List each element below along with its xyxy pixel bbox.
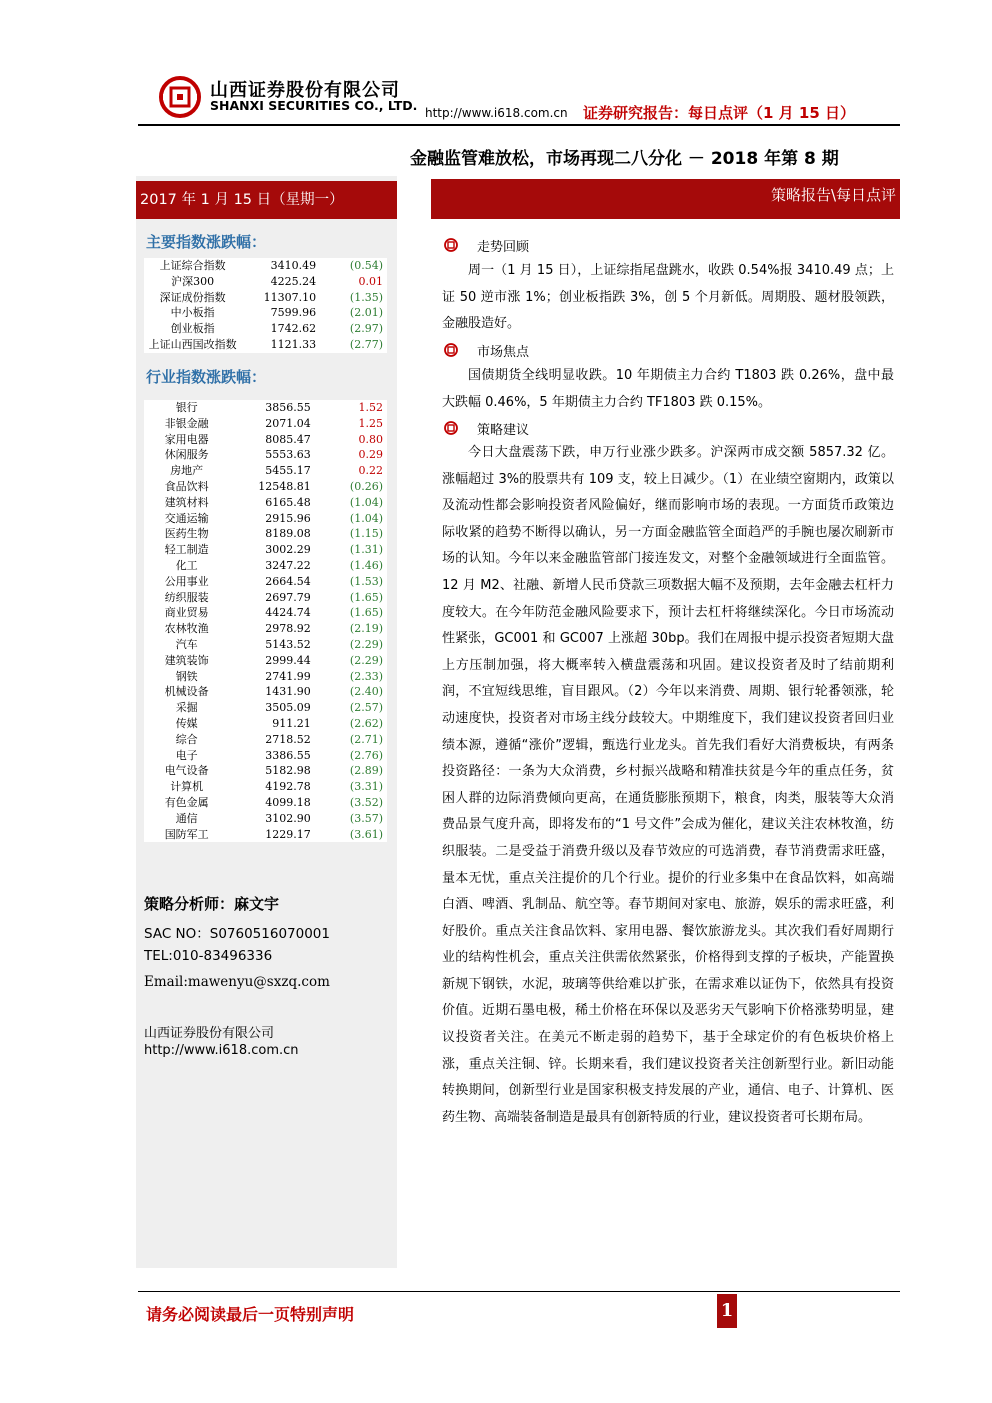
- index-name: 农林牧渔: [164, 622, 209, 636]
- index-name: 深证成份指数: [159, 290, 226, 304]
- index-change: (2.71): [349, 732, 383, 746]
- table-row: [144, 637, 387, 653]
- index-name: 银行: [175, 401, 198, 414]
- index-value: 1229.17: [265, 827, 311, 841]
- index-change: (1.04): [349, 511, 383, 525]
- report-tag-bar: [431, 179, 900, 219]
- index-change: (0.26): [349, 479, 383, 493]
- table-row: [144, 669, 387, 685]
- index-value: 3505.09: [265, 701, 311, 715]
- index-name: 上证山西国改指数: [148, 337, 237, 351]
- index-change: (1.53): [349, 574, 383, 588]
- index-name: 计算机: [170, 780, 204, 794]
- table-row: [144, 511, 387, 527]
- section-title-trend-review: 走势回顾: [477, 240, 530, 255]
- index-change: (2.29): [349, 653, 383, 667]
- section-title-strategy: 策略建议: [477, 423, 530, 438]
- index-change: 1.25: [358, 416, 383, 430]
- table-row: [144, 447, 387, 463]
- index-name: 通信: [175, 811, 198, 825]
- index-change: (3.31): [349, 780, 383, 794]
- industry-indices-heading: 行业指数涨跌幅：: [146, 368, 267, 386]
- index-name: 创业板指: [170, 322, 215, 336]
- index-change: (1.65): [349, 606, 383, 620]
- index-value: 4099.18: [265, 795, 311, 809]
- index-value: 2718.52: [265, 732, 311, 746]
- index-name: 医药生物: [164, 527, 209, 541]
- index-change: (2.29): [349, 637, 383, 651]
- index-value: 11307.10: [263, 290, 317, 304]
- index-change: (1.35): [349, 290, 383, 304]
- section-title-market-focus: 市场焦点: [477, 345, 530, 360]
- table-row: [144, 290, 387, 306]
- index-change: (2.40): [349, 685, 383, 699]
- main-indices-heading: 主要指数涨跌幅：: [146, 233, 267, 251]
- table-row: [144, 779, 387, 795]
- index-value: 3386.55: [265, 748, 311, 762]
- index-value: 911.21: [272, 716, 311, 730]
- index-name: 纺织服装: [164, 590, 209, 604]
- table-row: [144, 526, 387, 542]
- index-value: 3002.29: [265, 543, 311, 557]
- table-row: [144, 321, 387, 337]
- index-name: 房地产: [170, 464, 204, 478]
- company-name-en: SHANXI SECURITIES CO., LTD.: [210, 98, 418, 113]
- table-row: [144, 763, 387, 779]
- index-value: 12548.81: [258, 479, 311, 493]
- index-value: 4225.24: [270, 274, 317, 288]
- table-row: [144, 258, 387, 274]
- main-indices-table: [144, 258, 387, 353]
- table-row: [144, 732, 387, 748]
- index-value: 8085.47: [265, 432, 311, 446]
- table-row: [144, 574, 387, 590]
- index-change: 0.01: [358, 274, 383, 288]
- table-row: [144, 621, 387, 637]
- index-change: (1.46): [349, 558, 383, 572]
- section-body-trend-review: 周一（1 月 15 日），上证综指尾盘跳水，收跌 0.54%报 3410.49 点；上证 50 逆市涨 1%；创业板指跌 3%，创 5 个月新低。周期股、题材股领跌，金融股造好。: [442, 263, 894, 332]
- index-value: 2741.99: [265, 669, 311, 683]
- analyst-email[interactable]: Email:mawenyu@sxzq.com: [144, 974, 330, 990]
- table-row: [144, 274, 387, 290]
- sidebar-company-url[interactable]: http://www.i618.com.cn: [144, 1043, 299, 1058]
- index-value: 2978.92: [265, 622, 311, 636]
- index-value: 1431.90: [265, 685, 311, 699]
- index-name: 钢铁: [175, 669, 198, 683]
- index-value: 2664.54: [265, 574, 311, 588]
- table-row: [144, 432, 387, 448]
- index-name: 中小板指: [170, 306, 215, 320]
- index-change: (0.54): [349, 259, 383, 272]
- table-row: [144, 716, 387, 732]
- section-body-strategy: 今日大盘震荡下跌，申万行业涨少跌多。沪深两市成交额 5857.32 亿。涨幅超过 3%的股票共有 109 支，较上日减少。（1）在业绩空窗期内，政策以及流动性都会影响投资者风险偏好，继而影响市场的表现。一方面货币政策边际收紧的趋势不断得以确认，另一方面金融监管全面趋严的手腕也屡次刷新市场的认知。今年以来金融监管部门接连发文，对整个金融领域进行全面监管。12 月 M2、社融、新增人民币贷款三项数据大幅不及预期，去年金融去杠杆力度较大。在今年防范金融风险要求下，预计去杠杆将继续深化。今日市场流动性紧张，GC001 和 GC007 上涨超 30bp。我们在周报中提示投资者短期大盘上方压制加强，将大概率转入横盘震荡和巩固。建议投资者及时了结前期利润，不宜短线思维，盲目跟风。（2）今年以来消费、周期、银行轮番领涨，轮动速度快，投资者对市场主线分歧较大。中期维度下，我们建议投资者回归业绩本源，遵循“涨价”逻辑，甄选行业龙头。首先我们看好大消费板块，有两条投资路径：一条为大众消费，乡村振兴战略和精准扶贫是今年的重点任务，贫困人群的边际消费倾向更高，在通货膨胀预期下，粮食，肉类，服装等大众消费品景气度升高，即将发布的“1 号文件”会成为催化，建议关注农林牧渔，纺织服装。二是受益于消费升级以及春节效应的可选消费，春节消费需求旺盛，量本无忧，重点关注提价的几个行业。提价的行业多集中在食品饮料，如高端白酒、啤酒、乳制品、航空等。春节期间对家电、旅游，娱乐的需求旺盛，利好股价。重点关注食品饮料、家用电器、餐饮旅游龙头。其次我们看好周期行业的结构性机会，重点关注供需依然紧张，价格得到支撑的子板块，产能置换新规下钢铁，水泥，玻璃等供给难以扩张，在需求难以证伪下，依然具有投资价值。近期石墨电极，稀土价格在环保以及恶劣天气影响下价格涨势明显，建议投资者关注。在美元不断走弱的趋势下，基于全球定价的有色板块价格上涨，重点关注铜、锌。长期来看，我们建议投资者关注创新型行业。新旧动能转换期间，创新型行业是国家积极支持发展的产业，通信、电子、计算机、医药生物、高端装备制造是最具有创新特质的行业，建议投资者可长期布局。: [442, 445, 894, 1125]
- table-row: [144, 605, 387, 621]
- index-value: 8189.08: [265, 527, 311, 541]
- table-row: [144, 463, 387, 479]
- table-row: [144, 400, 387, 416]
- index-name: 电子: [175, 748, 198, 762]
- index-change: (2.89): [349, 764, 383, 778]
- report-tag-text: 策略报告\每日点评: [770, 186, 896, 204]
- index-name: 商业贸易: [164, 606, 209, 620]
- index-change: (2.97): [349, 322, 383, 336]
- index-value: 3856.55: [265, 401, 311, 414]
- table-row: [144, 416, 387, 432]
- index-change: 0.22: [358, 464, 383, 478]
- page-number: 1: [717, 1294, 737, 1328]
- index-value: 2697.79: [265, 590, 311, 604]
- footer-divider: [138, 1291, 900, 1292]
- index-name: 建筑装饰: [164, 653, 209, 667]
- index-value: 3247.22: [265, 558, 311, 572]
- index-value: 7599.96: [270, 306, 317, 320]
- index-change: (2.01): [349, 306, 383, 320]
- index-name: 综合: [175, 732, 198, 746]
- index-change: (1.65): [349, 590, 383, 604]
- index-name: 公用事业: [164, 574, 209, 588]
- index-change: 0.29: [358, 448, 383, 462]
- index-name: 采掘: [175, 701, 198, 715]
- analyst-tel: TEL:010-83496336: [144, 948, 273, 964]
- company-name-cn: 山西证券股份有限公司: [210, 80, 400, 101]
- index-change: (2.77): [349, 337, 383, 351]
- index-change: (2.62): [349, 716, 383, 730]
- index-change: (1.04): [349, 495, 383, 509]
- table-row: [144, 827, 387, 843]
- table-row: [144, 305, 387, 321]
- index-value: 2071.04: [265, 416, 311, 430]
- index-change: (3.61): [349, 827, 383, 841]
- section-body-market-focus: 国债期货全线明显收跌。10 年期债主力合约 T1803 跌 0.26%，盘中最大跌幅 0.46%，5 年期债主力合约 TF1803 跌 0.15%。: [442, 368, 894, 410]
- index-name: 轻工制造: [164, 543, 209, 557]
- index-name: 食品饮料: [164, 479, 209, 493]
- section-bullet-icon: [444, 421, 458, 435]
- table-row: [144, 811, 387, 827]
- header-url[interactable]: http://www.i618.com.cn: [425, 106, 568, 120]
- index-value: 5143.52: [265, 637, 311, 651]
- index-change: 1.52: [358, 401, 383, 414]
- index-name: 上证综合指数: [159, 259, 226, 272]
- index-value: 1121.33: [270, 337, 317, 351]
- table-row: [144, 684, 387, 700]
- index-name: 传媒: [175, 716, 198, 730]
- table-row: [144, 590, 387, 606]
- index-name: 沪深300: [171, 274, 215, 288]
- index-value: 4424.74: [265, 606, 311, 620]
- index-name: 有色金属: [164, 795, 209, 809]
- date-bar: 2017 年 1 月 15 日（星期一）: [136, 181, 397, 219]
- index-name: 国防军工: [164, 827, 209, 841]
- index-value: 1742.62: [270, 322, 317, 336]
- index-value: 5182.98: [265, 764, 311, 778]
- index-name: 建筑材料: [164, 495, 209, 509]
- index-change: (2.76): [349, 748, 383, 762]
- index-change: (2.57): [349, 701, 383, 715]
- index-change: 0.80: [358, 432, 383, 446]
- index-name: 家用电器: [164, 432, 209, 446]
- index-value: 5455.17: [265, 464, 311, 478]
- index-change: (3.57): [349, 811, 383, 825]
- index-name: 汽车: [175, 637, 198, 651]
- table-row: [144, 653, 387, 669]
- table-row: [144, 558, 387, 574]
- index-value: 4192.78: [265, 780, 311, 794]
- index-name: 机械设备: [164, 685, 209, 699]
- index-name: 电气设备: [164, 764, 209, 778]
- index-change: (1.31): [349, 543, 383, 557]
- index-value: 6165.48: [265, 495, 311, 509]
- index-change: (2.19): [349, 622, 383, 636]
- document-title: 金融监管难放松，市场再现二八分化 － 2018 年第 8 期: [410, 149, 839, 169]
- section-bullet-icon: [444, 238, 458, 252]
- company-logo-icon: [158, 75, 202, 119]
- table-row: [144, 495, 387, 511]
- index-value: 3102.90: [265, 811, 311, 825]
- table-row: [144, 542, 387, 558]
- index-name: 休闲服务: [164, 448, 209, 462]
- table-row: [144, 479, 387, 495]
- analyst-title: 策略分析师：麻文宇: [144, 895, 280, 913]
- analyst-sac: SAC NO：S0760516070001: [144, 926, 330, 942]
- report-type: 证券研究报告：每日点评（1 月 15 日）: [583, 104, 855, 122]
- index-value: 3410.49: [270, 259, 317, 272]
- index-change: (3.52): [349, 795, 383, 809]
- index-value: 2999.44: [265, 653, 311, 667]
- footer-disclaimer[interactable]: 请务必阅读最后一页特别声明: [146, 1305, 355, 1324]
- table-row: [144, 700, 387, 716]
- index-change: (1.15): [349, 527, 383, 541]
- header-divider: [138, 124, 900, 126]
- index-change: (2.33): [349, 669, 383, 683]
- sidebar-company-name: 山西证券股份有限公司: [144, 1026, 275, 1041]
- index-name: 交通运输: [164, 511, 209, 525]
- index-value: 2915.96: [265, 511, 311, 525]
- index-value: 5553.63: [265, 448, 311, 462]
- industry-indices-table: [144, 400, 387, 842]
- index-name: 化工: [175, 558, 198, 572]
- table-row: [144, 795, 387, 811]
- index-name: 非银金融: [164, 416, 209, 430]
- table-row: [144, 337, 387, 353]
- table-row: [144, 748, 387, 764]
- section-bullet-icon: [444, 343, 458, 357]
